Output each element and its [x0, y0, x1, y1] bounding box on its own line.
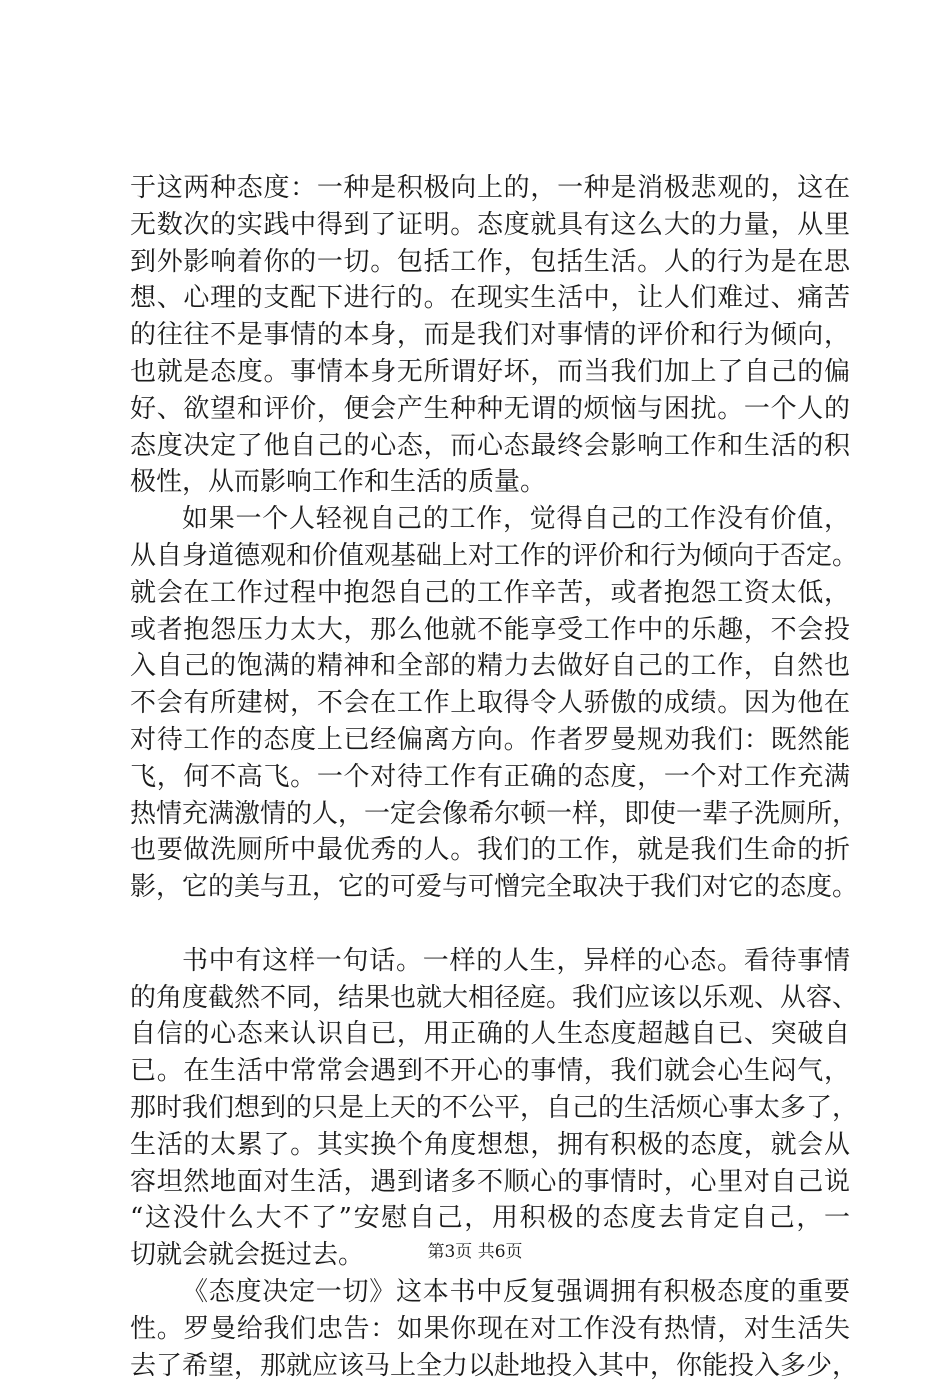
text-line: 对待工作的态度上已经偏离方向。作者罗曼规劝我们：既然能	[130, 722, 850, 759]
text-line: 好、欲望和评价，便会产生种种无谓的烦恼与困扰。一个人的	[130, 391, 850, 428]
text-line: 如果一个人轻视自己的工作，觉得自己的工作没有价值，	[130, 501, 850, 538]
text-line: 的角度截然不同，结果也就大相径庭。我们应该以乐观、从容、	[130, 980, 850, 1017]
text-line: 态度决定了他自己的心态，而心态最终会影响工作和生活的积	[130, 428, 850, 465]
text-line: 想、心理的支配下进行的。在现实生活中，让人们难过、痛苦	[130, 280, 850, 317]
text-line: 从自身道德观和价值观基础上对工作的评价和行为倾向于否定。	[130, 538, 850, 575]
paragraph	[130, 943, 850, 1274]
text-line: 的往往不是事情的本身，而是我们对事情的评价和行为倾向，	[130, 317, 850, 354]
text-line: 入自己的饱满的精神和全部的精力去做好自己的工作，自然也	[130, 648, 850, 685]
text-line: 那时我们想到的只是上天的不公平，自己的生活烦心事太多了，	[130, 1090, 850, 1127]
text-line: 去了希望，那就应该马上全力以赴地投入其中，你能投入多少，	[130, 1348, 850, 1384]
text-line: 极性，从而影响工作和生活的质量。	[130, 464, 850, 501]
text-line: 于这两种态度：一种是积极向上的，一种是消极悲观的，这在	[130, 170, 850, 207]
text-line: 或者抱怨压力太大，那么他就不能享受工作中的乐趣，不会投	[130, 612, 850, 649]
text-line: 飞，何不高飞。一个对待工作有正确的态度，一个对工作充满	[130, 759, 850, 796]
text-line: “这没什么大不了”安慰自己，用积极的态度去肯定自己，一	[130, 1200, 850, 1237]
text-line: 也就是态度。事情本身无所谓好坏，而当我们加上了自己的偏	[130, 354, 850, 391]
text-line: 自信的心态来认识自已，用正确的人生态度超越自已、突破自	[130, 1016, 850, 1053]
text-line: 到外影响着你的一切。包括工作，包括生活。人的行为是在思	[130, 244, 850, 281]
text-line: 已。在生活中常常会遇到不开心的事情，我们就会心生闷气，	[130, 1053, 850, 1090]
text-line: 生活的太累了。其实换个角度想想，拥有积极的态度，就会从	[130, 1127, 850, 1164]
text-line: 不会有所建树，不会在工作上取得令人骄傲的成绩。因为他在	[130, 685, 850, 722]
text-line: 切就会就会挺过去。	[130, 1237, 850, 1274]
text-line: 性。罗曼给我们忠告：如果你现在对工作没有热情，对生活失	[130, 1311, 850, 1348]
text-line: 也要做洗厕所中最优秀的人。我们的工作，就是我们生命的折	[130, 832, 850, 869]
text-line: 《态度决定一切》这本书中反复强调拥有积极态度的重要	[130, 1274, 850, 1311]
text-line: 就会在工作过程中抱怨自己的工作辛苦，或者抱怨工资太低，	[130, 575, 850, 612]
document-body	[130, 170, 850, 1384]
text-line: 书中有这样一句话。一样的人生，异样的心态。看待事情	[130, 943, 850, 980]
text-line: 容坦然地面对生活，遇到诸多不顺心的事情时，心里对自己说	[130, 1164, 850, 1201]
text-line: 影，它的美与丑，它的可爱与可憎完全取决于我们对它的态度。	[130, 869, 850, 906]
text-line: 热情充满激情的人，一定会像希尔顿一样，即使一辈子洗厕所，	[130, 796, 850, 833]
paragraph	[130, 501, 850, 906]
page-footer: 第3页 共6页	[0, 1241, 950, 1263]
paragraph	[130, 170, 850, 501]
paragraph-gap	[130, 906, 850, 943]
paragraph	[130, 1274, 850, 1384]
text-line: 无数次的实践中得到了证明。态度就具有这么大的力量，从里	[130, 207, 850, 244]
